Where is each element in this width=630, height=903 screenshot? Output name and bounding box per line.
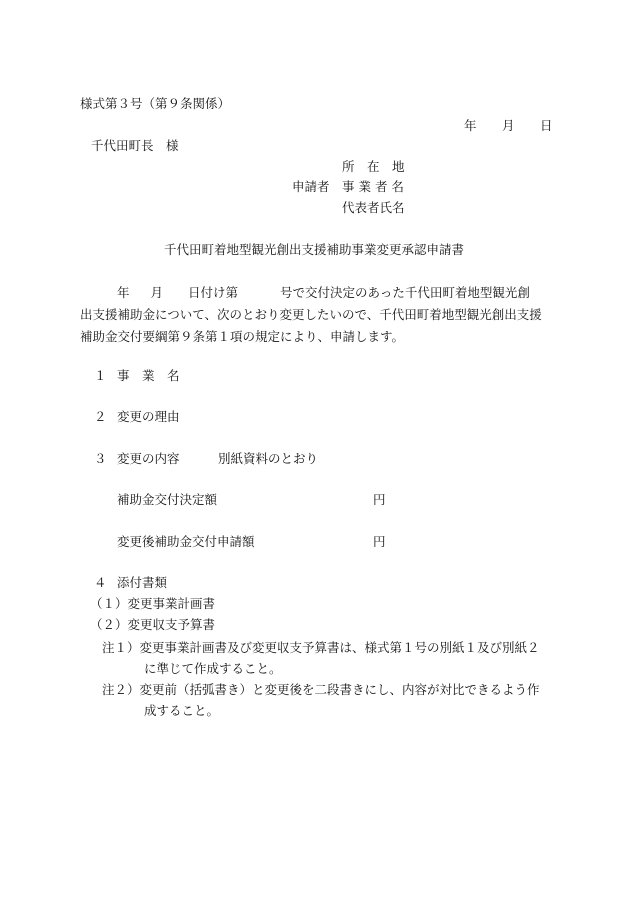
applicant-label: 申請者	[292, 179, 330, 194]
note-1	[102, 637, 562, 679]
body-line-1	[80, 282, 552, 304]
item-3-value: 別紙資料のとおり	[218, 451, 319, 466]
body-year: 年	[117, 285, 130, 300]
note-2	[102, 679, 562, 721]
applicant-address-label: 所 在 地	[342, 159, 405, 174]
amount-decided-label: 補助金交付決定額	[117, 492, 218, 507]
amount-changed-unit: 円	[373, 534, 386, 549]
item-1-label: 事 業 名	[117, 368, 180, 383]
date-month: 月	[502, 118, 515, 133]
item-3-label: 変更の内容	[117, 451, 180, 466]
body-line-3: 補助金交付要綱第９条第１項の規定により、申請します。	[80, 329, 405, 344]
amount-decided-unit: 円	[373, 492, 386, 507]
note-2-mark: 注２）	[102, 682, 140, 697]
item-3-number: ３	[94, 451, 107, 466]
body-month: 月	[150, 285, 164, 300]
note-2-line-1: 変更前（括弧書き）と変更後を二段書きにし、内容が対比できるよう作	[139, 682, 540, 697]
date-year: 年	[464, 118, 477, 133]
body-line-2: 出支援補助金について、次のとおり変更したいので、千代田町着地型観光創出支援	[80, 307, 542, 322]
item-2-label: 変更の理由	[117, 409, 180, 424]
note-1-mark: 注１）	[102, 640, 140, 655]
form-number: 様式第３号（第９条関係）	[80, 96, 231, 111]
body-line-1-text: 号で交付決定のあった千代田町着地型観光創	[280, 285, 530, 300]
note-1-line-1: 変更事業計画書及び変更収支予算書は、様式第１号の別紙１及び別紙２	[139, 640, 540, 655]
document-title: 千代田町着地型観光創出支援補助事業変更承認申請書	[164, 242, 465, 257]
note-2-line-2: 成すること。	[144, 703, 220, 718]
attachment-2: （２）変更収支予算書	[90, 617, 216, 632]
attachment-1: （１）変更事業計画書	[90, 596, 216, 611]
applicant-business-name-label: 事 業 者 名	[342, 179, 404, 194]
body-paragraph	[80, 282, 552, 348]
item-1-number: １	[94, 368, 107, 383]
addressee: 千代田町長 様	[91, 138, 179, 153]
note-1-line-2: に準じて作成すること。	[144, 661, 282, 676]
applicant-representative-label: 代表者氏名	[342, 200, 405, 215]
body-day-issue: 日付け第	[188, 285, 239, 300]
date-day: 日	[540, 118, 553, 133]
item-4-label: 添付書類	[117, 575, 168, 590]
item-4-number: ４	[94, 575, 107, 590]
item-2-number: ２	[94, 409, 107, 424]
amount-changed-label: 変更後補助金交付申請額	[117, 534, 255, 549]
